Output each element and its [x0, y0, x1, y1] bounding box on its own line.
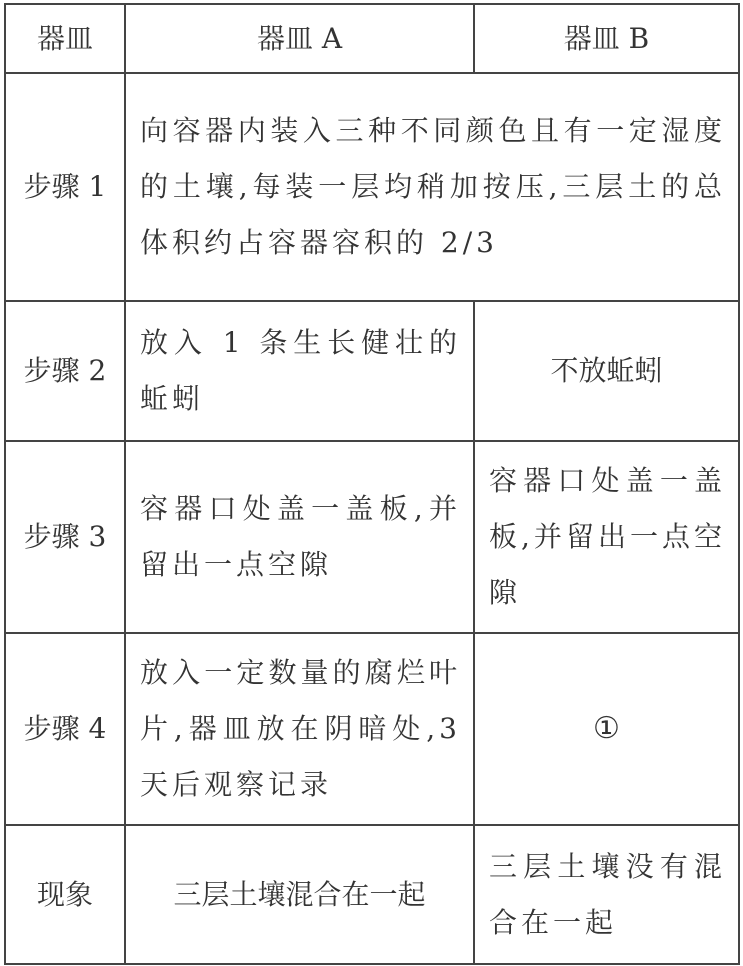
step-3-vessel-b: 容器口处盖一盖板,并留出一点空隙 [474, 441, 739, 633]
step-2-vessel-a: 放入 1 条生长健壮的蚯蚓 [125, 301, 474, 441]
row-label: 步骤 1 [5, 73, 125, 301]
step-4-vessel-b-blank: ① [474, 633, 739, 825]
experiment-table [4, 3, 740, 965]
row-label: 现象 [5, 825, 125, 964]
table-row-phenomenon [5, 825, 739, 964]
step-2-vessel-b: 不放蚯蚓 [474, 301, 739, 441]
table-row-step-4 [5, 633, 739, 825]
header-vessel-a: 器皿 A [125, 4, 474, 73]
table-row-step-2 [5, 301, 739, 441]
row-label: 步骤 2 [5, 301, 125, 441]
header-vessel-b: 器皿 B [474, 4, 739, 73]
table-row-step-1 [5, 73, 739, 301]
row-label: 步骤 4 [5, 633, 125, 825]
step-1-merged-cell: 向容器内装入三种不同颜色且有一定湿度的土壤,每装一层均稍加按压,三层土的总体积约占容器容积的 2/3 [125, 73, 739, 301]
table-row-step-3 [5, 441, 739, 633]
step-3-vessel-a: 容器口处盖一盖板,并留出一点空隙 [125, 441, 474, 633]
row-label: 步骤 3 [5, 441, 125, 633]
phenomenon-vessel-a: 三层土壤混合在一起 [125, 825, 474, 964]
phenomenon-vessel-b: 三层土壤没有混合在一起 [474, 825, 739, 964]
header-row [5, 4, 739, 73]
step-4-vessel-a: 放入一定数量的腐烂叶片,器皿放在阴暗处,3 天后观察记录 [125, 633, 474, 825]
header-vessel: 器皿 [5, 4, 125, 73]
